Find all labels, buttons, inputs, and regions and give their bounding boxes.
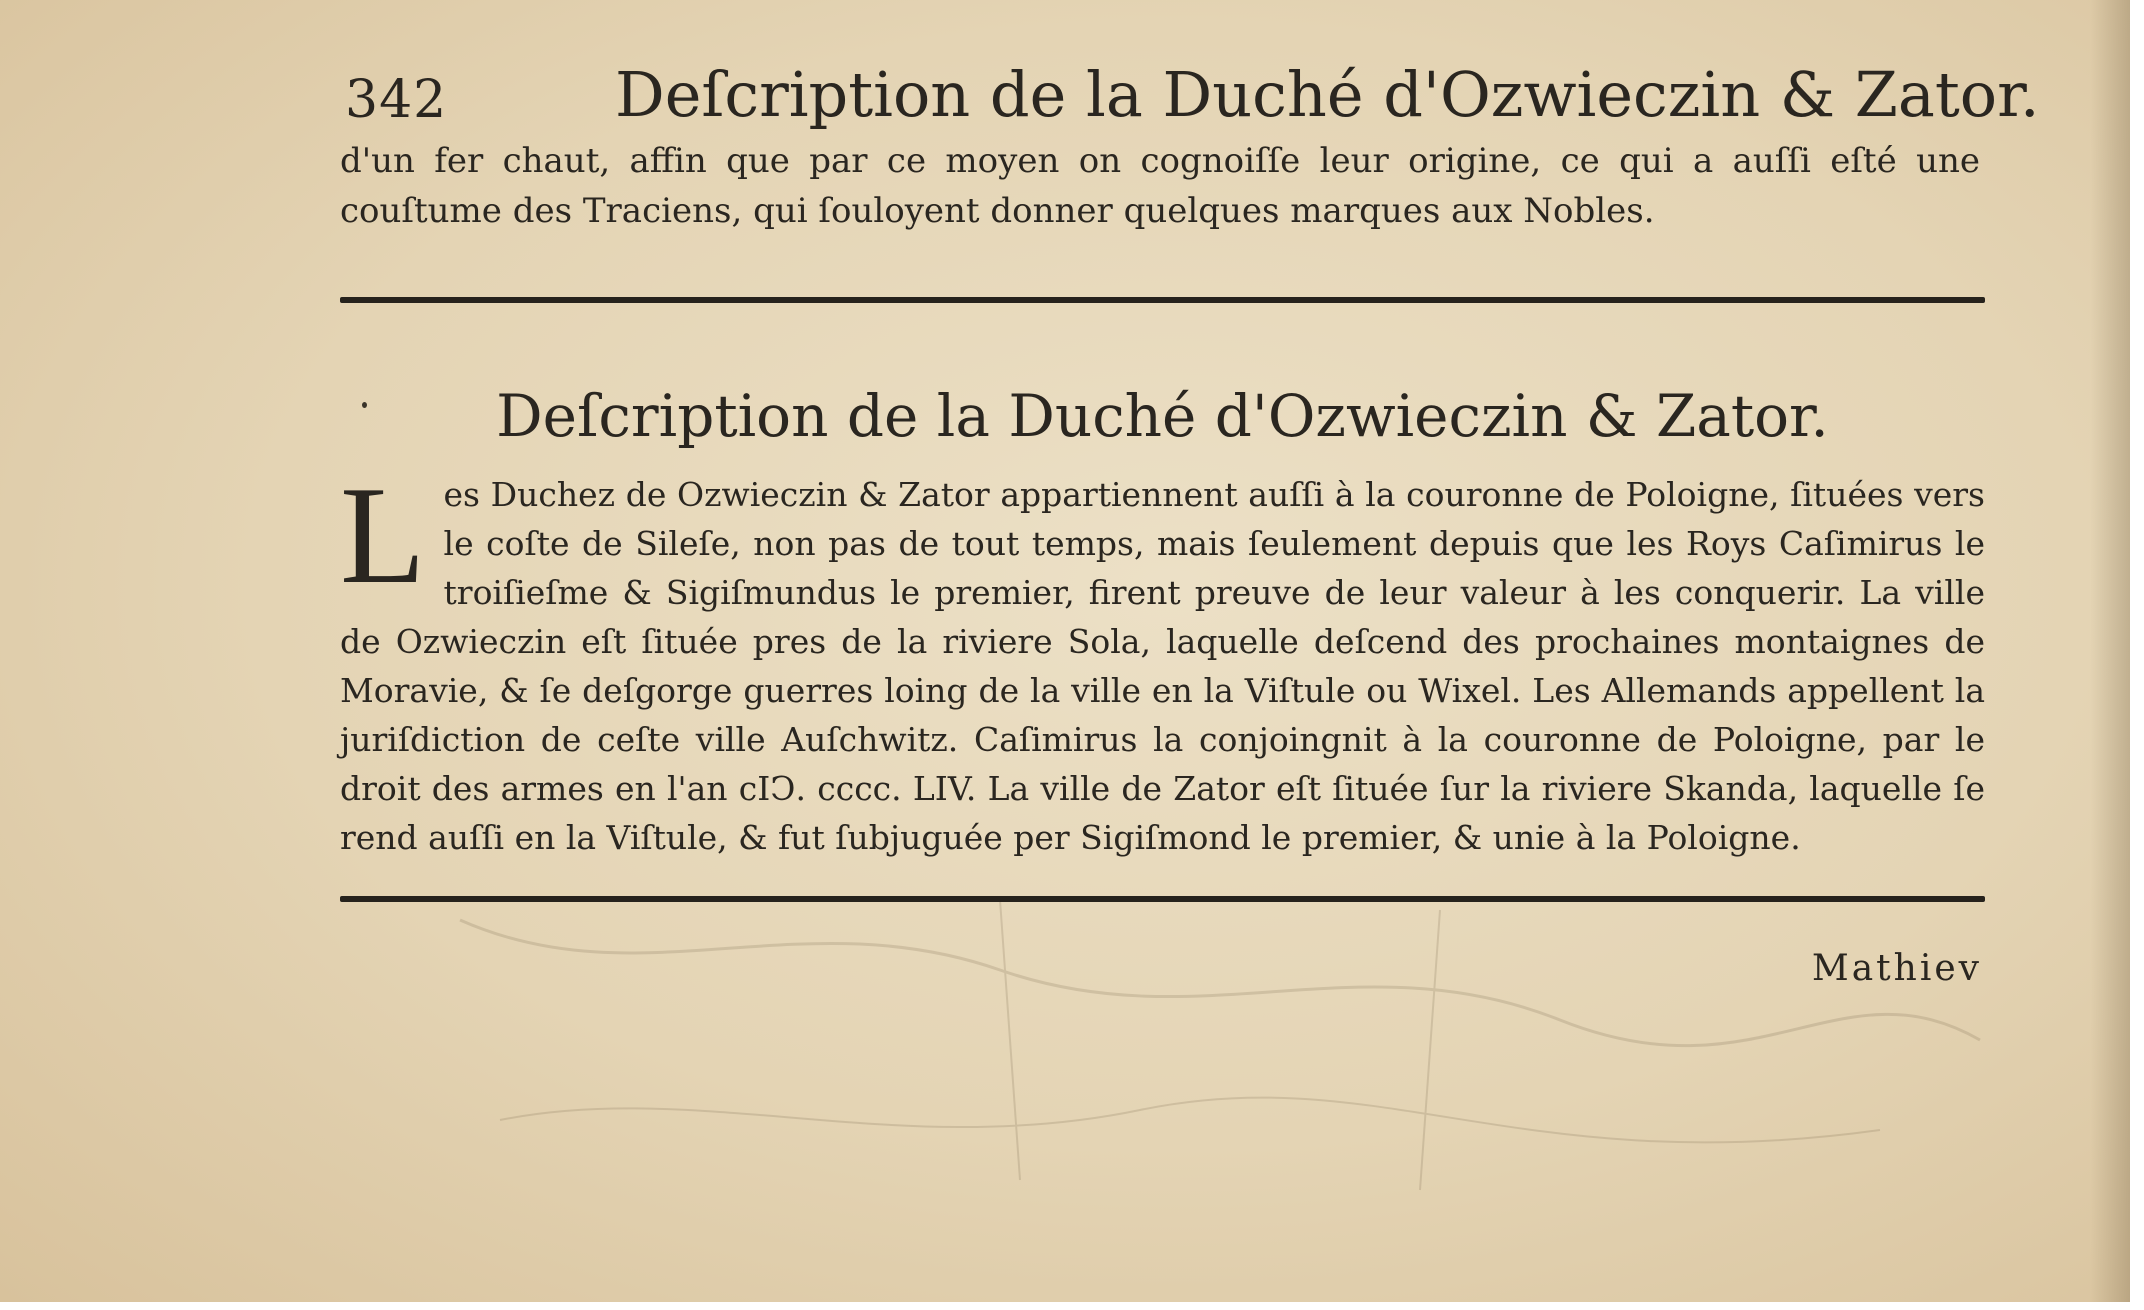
section-body [340, 458, 1985, 862]
page-gutter-shadow [2090, 0, 2130, 1302]
drop-cap-initial: L [340, 458, 426, 613]
section-title: Deſcription de la Duché d'Ozwieczin & Zator. [496, 382, 1829, 450]
running-title: Deſcription de la Duché d'Ozwieczin & Zator. [615, 58, 2040, 131]
page-number: 342 [345, 70, 448, 130]
page-edge [2130, 0, 2144, 1310]
section-body-text: es Duchez de Ozwieczin & Zator appartiennent auſſi à la couronne de Poloigne, ſituées vers le coſte de Sileſe, non pas de tout temps, mais ſeulement depuis que les Roys Caſimirus le troiſieſme & Sigiſmundus le premier, firent preuve de leur valeur à les conquerir. La ville de Ozwieczin eſt ſituée pres de la riviere Sola, laquelle deſcend des prochaines montaignes de Moravie, & ſe deſgorge guerres loing de la ville en la Viſtule ou Wixel. Les Allemands appellent la juriſdiction de ceſte ville Auſchwitz. Caſimirus la conjoingnit à la couronne de Poloigne, par le droit des armes en l'an cIↃ. cccc. LIV. La ville de Zator eſt ſituée ſur la riviere Skanda, laquelle ſe rend auſſi en la Viſtule, & fut ſubjuguée per Sigiſmond le premier, & unie à la Poloigne. [340, 475, 1985, 857]
bottom-rule-divider [340, 896, 1985, 902]
top-rule-divider [340, 297, 1985, 303]
catchword: Mathiev [1811, 948, 1982, 989]
carry-over-paragraph: d'un fer chaut, affin que par ce moyen on cognoiſſe leur origine, ce qui a auſſi eſté une couſtume des Traciens, qui ſouloyent donner quelques marques aux Nobles. [340, 141, 1980, 231]
running-head [345, 58, 2040, 138]
show-through-map [380, 880, 2000, 1210]
